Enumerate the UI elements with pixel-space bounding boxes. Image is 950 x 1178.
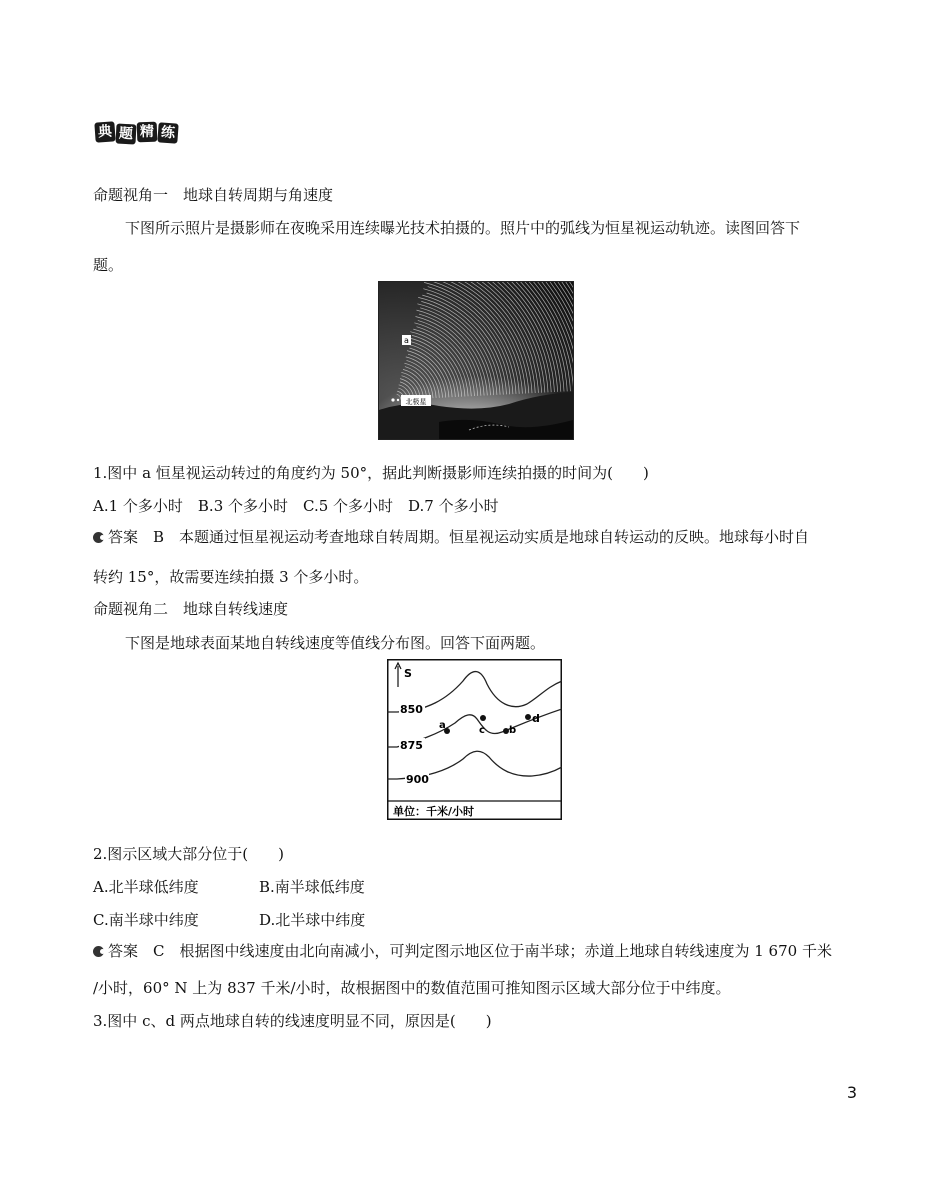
q2-option-b: B.南半球低纬度 (259, 878, 365, 896)
q2-answer (93, 940, 832, 961)
answer-icon (93, 946, 104, 957)
q1-stem: 1.图中 a 恒星视运动转过的角度约为 50°，据此判断摄影师连续拍摄的时间为( ) (93, 464, 649, 482)
badge-char: 典 (94, 121, 115, 142)
point-d-marker (525, 714, 531, 720)
contour-label-900: 900 (406, 773, 429, 786)
contour-map (387, 659, 562, 820)
point-d-label: d (532, 712, 540, 725)
direction-label: S (404, 667, 412, 680)
q2-stem: 2.图示区域大部分位于( ) (93, 845, 285, 863)
map-unit-label: 单位：千米/小时 (393, 805, 475, 818)
contour-label-850: 850 (400, 703, 423, 716)
q2-option-c: C.南半球中纬度 (93, 911, 199, 929)
point-c-label: c (479, 725, 485, 736)
badge-char: 精 (137, 122, 158, 143)
q2-option-a: A.北半球低纬度 (93, 878, 199, 896)
badge-char: 练 (157, 122, 178, 143)
point-b-label: b (509, 725, 517, 736)
star-trail-photo (378, 281, 574, 440)
badge-char: 题 (115, 123, 136, 144)
point-c-marker (480, 715, 486, 721)
q1-answer (93, 526, 809, 547)
q3-stem: 3.图中 c、d 两点地球自转的线速度明显不同，原因是( ) (93, 1012, 492, 1030)
point-a-label: a (439, 720, 446, 731)
answer-icon (93, 532, 104, 543)
q1-options: A.1 个多小时 B.3 个多小时 C.5 个多小时 D.7 个多小时 (93, 497, 499, 515)
intro1-text-cont: 题。 (93, 256, 124, 274)
section-badge (95, 122, 178, 144)
q1-answer-cont: 转约 15°，故需要连续拍摄 3 个多小时。 (93, 568, 369, 586)
star-a-label: a (404, 336, 409, 345)
page-number: 3 (846, 1083, 857, 1102)
polaris-label: 北极星 (405, 398, 427, 406)
q2-answer-text: 答案 C 根据图中线速度由北向南减小，可判定图示地区位于南半球；赤道上地球自转线速度为 1 670 千米 (108, 942, 832, 960)
section1-title: 命题视角一 地球自转周期与角速度 (93, 186, 334, 204)
q2-option-d: D.北半球中纬度 (259, 911, 366, 929)
intro1-text: 下图所示照片是摄影师在夜晚采用连续曝光技术拍摄的。照片中的弧线为恒星视运动轨迹。读图回答下 (125, 219, 801, 237)
intro2-text: 下图是地球表面某地自转线速度等值线分布图。回答下面两题。 (125, 634, 546, 652)
contour-label-875: 875 (400, 739, 423, 752)
section2-title: 命题视角二 地球自转线速度 (93, 600, 289, 618)
q1-answer-text: 答案 B 本题通过恒星视运动考查地球自转周期。恒星视运动实质是地球自转运动的反映。地球每小时自 (108, 528, 810, 546)
q2-answer-cont: /小时，60° N 上为 837 千米/小时，故根据图中的数值范围可推知图示区域大部分位于中纬度。 (93, 979, 731, 997)
